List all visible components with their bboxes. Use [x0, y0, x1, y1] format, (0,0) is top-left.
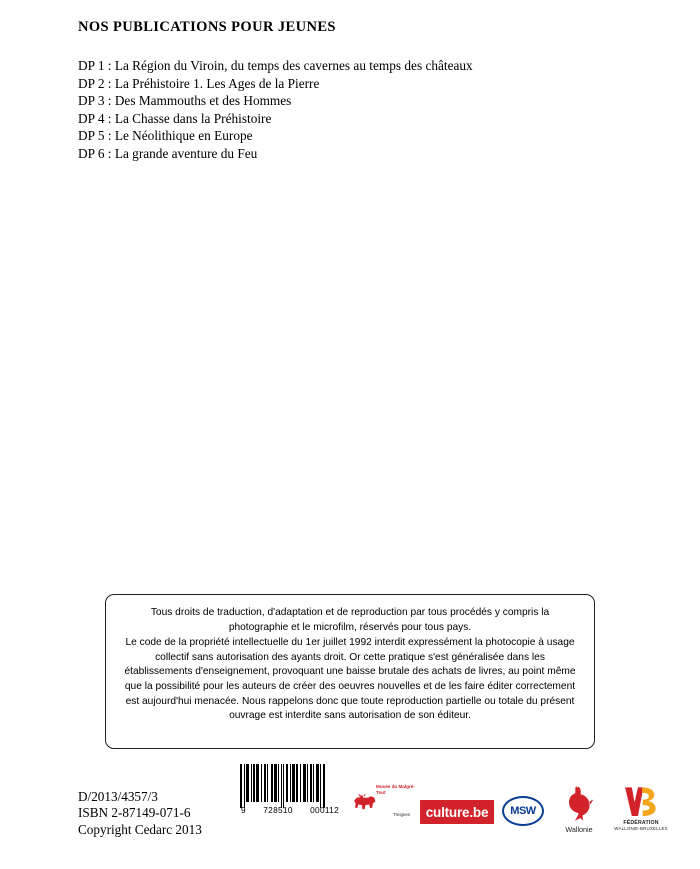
- barcode: [240, 764, 340, 828]
- logo-wallonie: [552, 784, 606, 840]
- logo-culture-be-label: culture.be: [425, 804, 489, 820]
- publications-heading: NOS PUBLICATIONS POUR JEUNES: [78, 19, 336, 35]
- logo-msw-circle: [502, 796, 544, 826]
- logo-museum-sublabel: Treignes: [393, 812, 410, 817]
- logo-msw-label: MSW: [510, 805, 536, 817]
- imprint-block: [78, 789, 202, 838]
- logo-museum-label: Musée du Malgré-Tout: [376, 784, 415, 795]
- legal-deposit-number: D/2013/4357/3: [78, 789, 158, 804]
- legal-notice-text: [123, 606, 577, 724]
- logo-fwb-label-line1: FÉDÉRATION: [623, 820, 659, 826]
- barcode-digits: [240, 805, 340, 815]
- logo-federation-wallonie-bruxelles: [610, 784, 672, 840]
- list-item: DP 1 : La Région du Viroin, du temps des cavernes au temps des châteaux: [78, 58, 473, 73]
- logo-culture-be: [420, 800, 494, 826]
- logo-fwb-label-line2: WALLONIE-BRUXELLES: [614, 826, 668, 831]
- legal-notice-box: [105, 594, 595, 749]
- logo-msw: [502, 796, 546, 830]
- logo-museum: [352, 782, 416, 830]
- barcode-bars: [240, 764, 340, 808]
- list-item: DP 5 : Le Néolithique en Europe: [78, 128, 253, 144]
- isbn-number: ISBN 2-87149-071-6: [78, 805, 191, 821]
- fwb-mark-icon: [622, 784, 658, 818]
- rooster-icon: [562, 784, 594, 824]
- list-item: DP 6 : La grande aventure du Feu: [78, 145, 258, 161]
- barcode-digit-group1: 728510: [263, 805, 293, 815]
- list-item: DP 4 : La Chasse dans la Préhistoire: [78, 110, 272, 126]
- barcode-digit-left: 9: [241, 805, 246, 815]
- publications-list: [78, 57, 638, 163]
- logo-row: [352, 782, 668, 844]
- list-item: DP 3 : Des Mammouths et des Hommes: [78, 93, 292, 109]
- list-item: DP 2 : La Préhistoire 1. Les Ages de la Pierre: [78, 75, 320, 91]
- logo-wallonie-label: Wallonie: [565, 825, 593, 834]
- legal-paragraph: Tous droits de traduction, d'adaptation et de reproduction par tous procédés y compris la photographie et le microfilm, réservés pour tous pays.: [150, 607, 550, 633]
- copyright-line: Copyright Cedarc 2013: [78, 821, 202, 837]
- logo-culture-be-plate: [420, 800, 494, 824]
- legal-paragraph: Le code de la propriété intellectuelle du 1er juillet 1992 interdit expressément la photocopie à usage collectif sans autorisation des ayants droit. Or cette pratique s'est généralisée dans les établissements d'enseignement, provoquant une baisse brutale des achats de livres, au point même que la possibilité pour les auteurs de créer des oeuvres nouvelles et de les faire éditer correctement est aujourd'hui menacée. Nous rappelons donc que toute reproduction partielle ou totale du présent ouvrage est interdite sans autorisation de son éditeur.: [124, 637, 576, 722]
- barcode-digit-group2: 000112: [310, 805, 339, 815]
- bull-icon: [352, 790, 378, 816]
